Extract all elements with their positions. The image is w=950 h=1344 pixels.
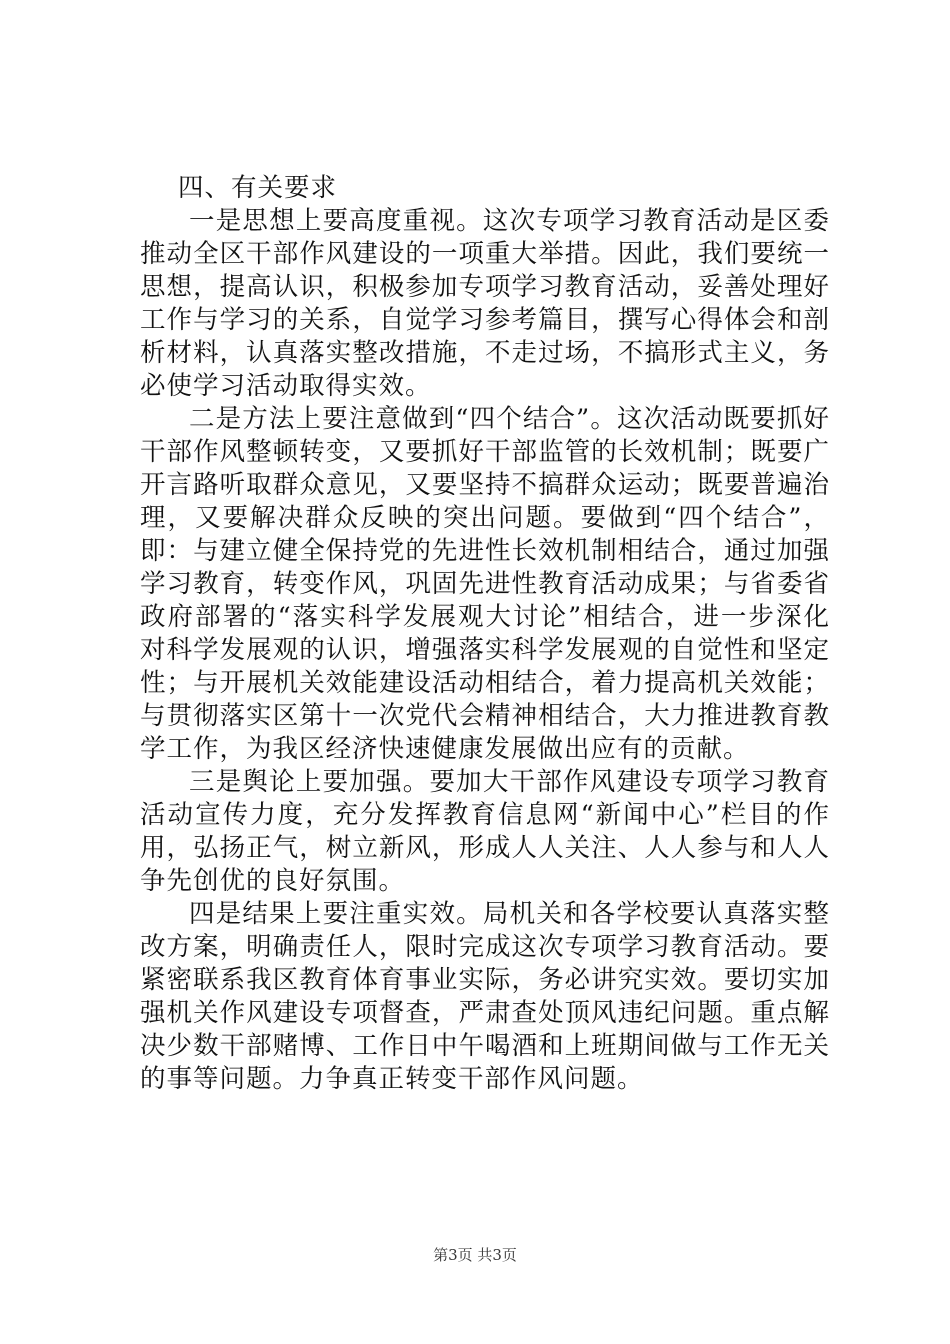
document-body (140, 172, 830, 1096)
paragraph-publicity: 三是舆论上要加强。要加大干部作风建设专项学习教育活动宣传力度，充分发挥教育信息网“新闻中心”栏目的作用，弘扬正气，树立新风，形成人人关注、人人参与和人人争先创优的良好氛围。 (140, 767, 830, 896)
paragraph-ideology: 一是思想上要高度重视。这次专项学习教育活动是区委推动全区干部作风建设的一项重大举措。因此，我们要统一思想，提高认识，积极参加专项学习教育活动，妥善处理好工作与学习的关系，自觉学习参考篇目，撰写心得体会和剖析材料，认真落实整改措施，不走过场，不搞形式主义，务必使学习活动取得实效。 (140, 206, 830, 401)
section-heading: 四、有关要求 (178, 173, 338, 203)
paragraph-results: 四是结果上要注重实效。局机关和各学校要认真落实整改方案，明确责任人，限时完成这次专项学习教育活动。要紧密联系我区教育体育事业实际，务必讲究实效。要切实加强机关作风建设专项督查，严肃查处顶风违纪问题。重点解决少数干部赌博、工作日中午喝酒和上班期间做与工作无关的事等问题。力争真正转变干部作风问题。 (140, 899, 830, 1094)
paragraph-method: 二是方法上要注意做到“四个结合”。这次活动既要抓好干部作风整顿转变，又要抓好干部监管的长效机制；既要广开言路听取群众意见，又要坚持不搞群众运动；既要普遍治理，又要解决群众反映的突出问题。要做到“四个结合”，即：与建立健全保持党的先进性长效机制相结合，通过加强学习教育，转变作风，巩固先进性教育活动成果；与省委省政府部署的“落实科学发展观大讨论”相结合，进一步深化对科学发展观的认识，增强落实科学发展观的自觉性和坚定性；与开展机关效能建设活动相结合，着力提高机关效能；与贯彻落实区第十一次党代会精神相结合，大力推进教育教学工作，为我区经济快速健康发展做出应有的贡献。 (140, 404, 830, 764)
page-number-footer: 第3页 共3页 (433, 1246, 517, 1264)
